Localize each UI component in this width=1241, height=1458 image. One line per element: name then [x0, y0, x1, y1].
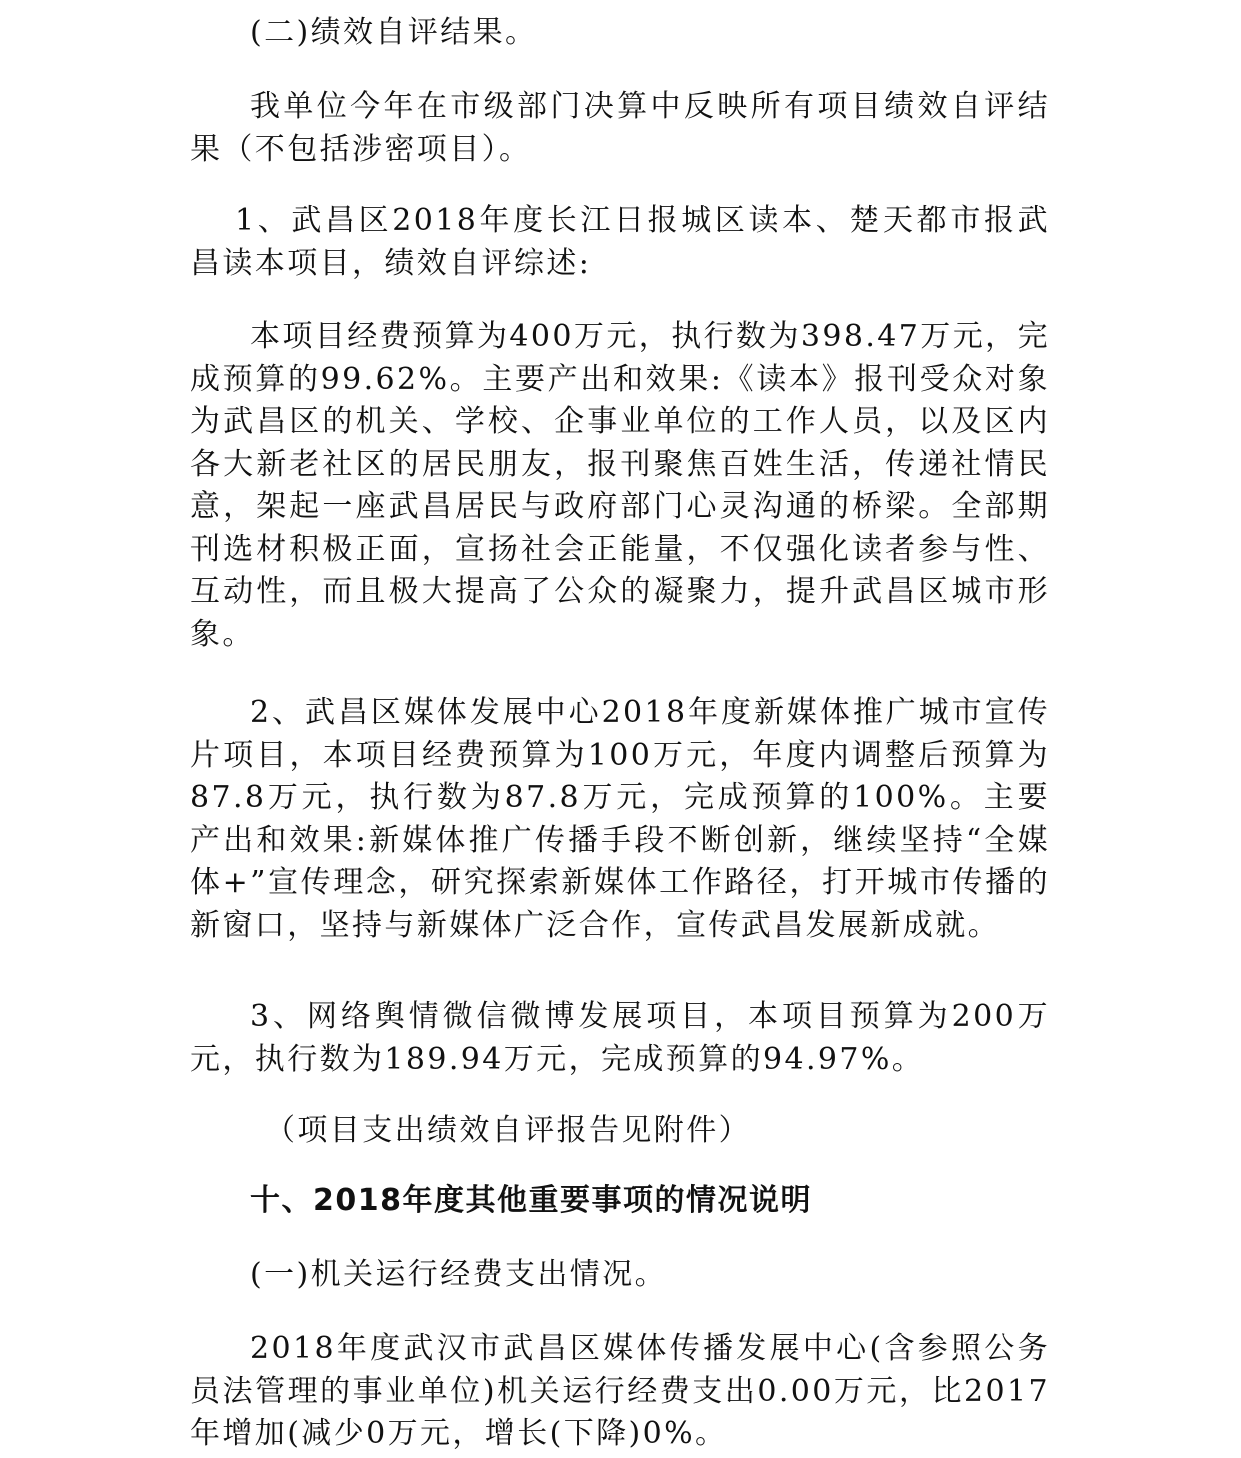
- item1-body: 本项目经费预算为400万元，执行数为398.47万元，完成预算的99.62%。主要产出和效果:《读本》报刊受众对象为武昌区的机关、学校、企事业单位的工作人员，以及区内各大新老社区的居民朋友，报刊聚焦百姓生活，传递社情民意，架起一座武昌居民与政府部门心灵沟通的桥梁。全部期刊选材积极正面，宣扬社会正能量，不仅强化读者参与性、互动性，而且极大提高了公众的凝聚力，提升武昌区城市形象。: [190, 319, 1050, 652]
- sub-heading-performance-results: (二)绩效自评结果。: [250, 15, 538, 50]
- section-10-heading: 十、2018年度其他重要事项的情况说明: [250, 1183, 812, 1218]
- attachment-note: （项目支出绩效自评报告见附件）: [265, 1113, 751, 1148]
- item2-paragraph: 2、武昌区媒体发展中心2018年度新媒体推广城市宣传片项目，本项目经费预算为100万元，年度内调整后预算为87.8万元，执行数为87.8万元，完成预算的100%。主要产出和效果:新媒体推广传播手段不断创新，继续坚持“全媒体+”宣传理念，研究探索新媒体工作路径，打开城市传播的新窗口，坚持与新媒体广泛合作，宣传武昌发展新成就。: [190, 695, 1050, 943]
- intro-paragraph: 我单位今年在市级部门决算中反映所有项目绩效自评结果（不包括涉密项目）。: [190, 89, 1050, 167]
- operating-expenses-summary: 2018年度武汉市武昌区媒体传播发展中心(含参照公务员法管理的事业单位)机关运行经费支出0.00万元，比2017年增加(减少0万元，增长(下降)0%。: [190, 1331, 1050, 1451]
- item1-title: 1、武昌区2018年度长江日报城区读本、楚天都市报武昌读本项目，绩效自评综述:: [190, 203, 1050, 281]
- sub-heading-operating-expenses: (一)机关运行经费支出情况。: [250, 1257, 668, 1292]
- item3-paragraph: 3、网络舆情微信微博发展项目，本项目预算为200万元，执行数为189.94万元，完成预算的94.97%。: [190, 999, 1050, 1077]
